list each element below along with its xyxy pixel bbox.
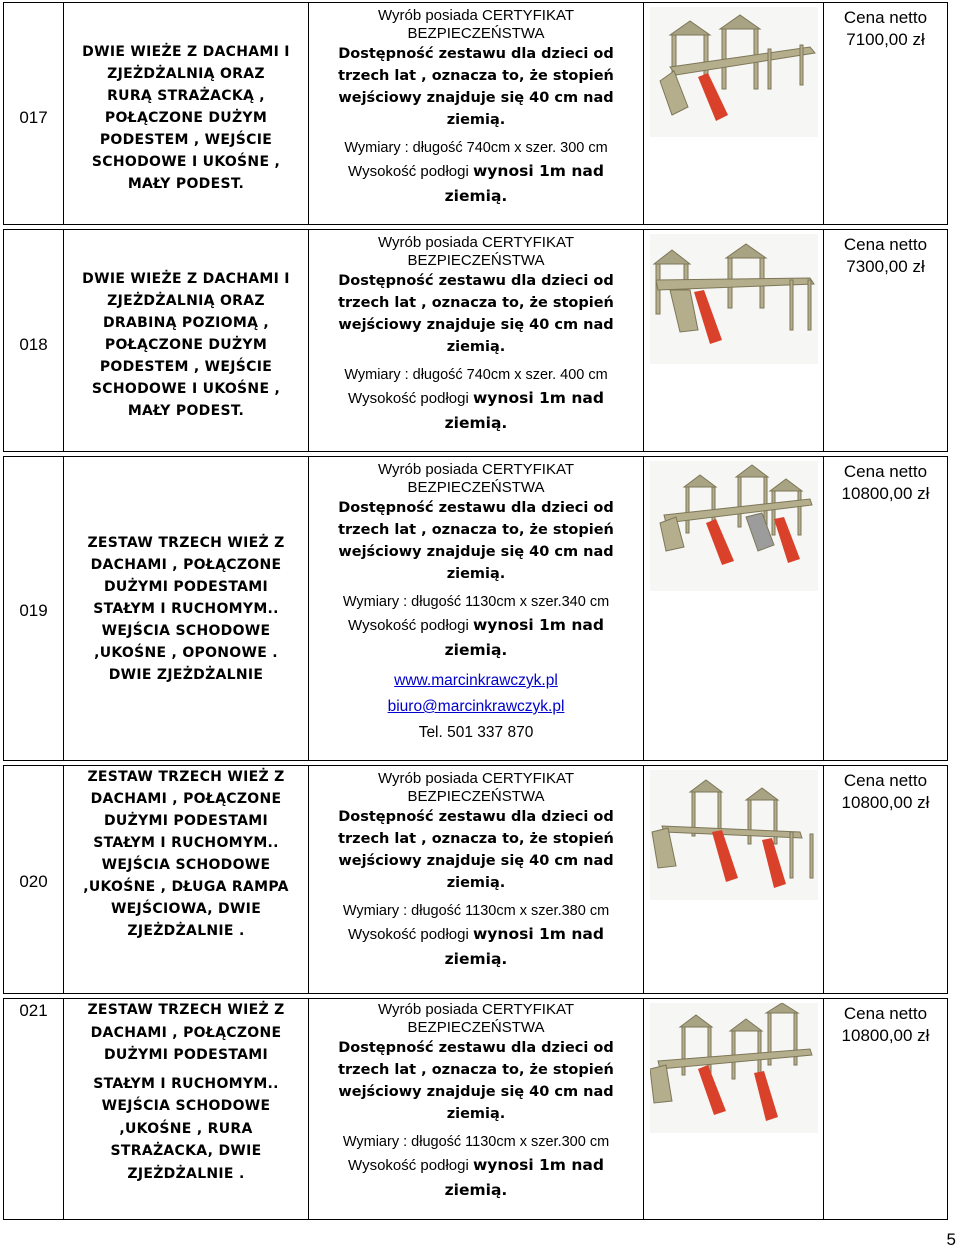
floor-height	[311, 922, 641, 947]
name-line: PODESTEM , WEJŚCIE	[99, 359, 273, 375]
name-line: ZESTAW TRZECH WIEŻ Z	[87, 769, 285, 785]
name-line: ZJEŻDŻALNIĄ ORAZ	[107, 293, 265, 309]
price-cell	[824, 999, 947, 1219]
playground-set-two-towers-icon	[650, 7, 818, 137]
access-text: trzech lat , oznacza to, że stopień	[338, 1062, 614, 1078]
floor-height	[311, 159, 641, 184]
price-value: 7300,00 zł	[846, 257, 925, 276]
name-line: ZJEŻDŻALNIĄ ORAZ	[107, 66, 265, 82]
name-line: MAŁY PODEST.	[127, 176, 245, 192]
product-name	[68, 532, 304, 686]
product-number: 020	[19, 872, 48, 891]
name-line: STRAŻACKA, DWIE	[110, 1143, 262, 1159]
name-cell	[64, 230, 309, 451]
access-text: wejściowy znajduje się 40 cm nad	[338, 544, 614, 560]
email-link[interactable]: biuro@marcinkrawczyk.pl	[387, 698, 565, 715]
name-cell	[64, 999, 309, 1219]
name-line: RURĄ STRAŻACKĄ ,	[107, 88, 265, 104]
product-row-018	[3, 229, 948, 452]
playground-set-three-towers-icon	[650, 461, 818, 591]
access-text: trzech lat , oznacza to, że stopień	[338, 295, 614, 311]
certificate-text: Wyrób posiada CERTYFIKAT	[377, 7, 575, 24]
access-text: ziemią.	[446, 566, 506, 582]
name-line: DRABINĄ POZIOMĄ ,	[102, 315, 270, 331]
name-line: DWIE WIEŻE Z DACHAMI I	[82, 44, 290, 60]
access-text: wejściowy znajduje się 40 cm nad	[338, 853, 614, 869]
website-link[interactable]: www.marcinkrawczyk.pl	[394, 672, 558, 689]
phone-number: Tel. 501 337 870	[418, 724, 534, 741]
floor-height	[311, 1153, 641, 1178]
price-cell	[824, 766, 947, 993]
floor-value-2: ziemią.	[444, 1181, 508, 1199]
page-number: 5	[946, 1230, 956, 1249]
image-cell	[644, 230, 824, 451]
name-cell	[64, 766, 309, 993]
name-line: DACHAMI , POŁĄCZONE	[90, 557, 282, 573]
name-cell	[64, 457, 309, 760]
access-text: trzech lat , oznacza to, że stopień	[338, 68, 614, 84]
price-value: 7100,00 zł	[846, 30, 925, 49]
name-line: ,UKOŚNE , DŁUGA RAMPA	[83, 879, 289, 895]
access-text: ziemią.	[446, 1106, 506, 1122]
product-row-021	[3, 998, 948, 1220]
price	[824, 770, 947, 814]
name-line: DWIE ZJEŻDŻALNIE	[108, 667, 264, 683]
access-text: wejściowy znajduje się 40 cm nad	[338, 1084, 614, 1100]
dimensions-text: Wymiary : długość 1130cm x szer.300 cm	[342, 1134, 610, 1150]
product-row-017	[3, 2, 948, 225]
access-text: ziemią.	[446, 875, 506, 891]
name-line: POŁĄCZONE DUŻYM	[104, 337, 268, 353]
certificate-text: BEZPIECZEŃSTWA	[407, 1019, 545, 1036]
dimensions-text: Wymiary : długość 740cm x szer. 300 cm	[344, 140, 608, 156]
playground-set-three-towers-pole-icon	[650, 1003, 818, 1133]
price	[824, 1003, 947, 1047]
product-number: 021	[19, 1001, 48, 1020]
floor-label: Wysokość podłogi	[348, 926, 469, 943]
name-line: SCHODOWE I UKOŚNE ,	[91, 154, 281, 170]
floor-value: wynosi 1m nad	[472, 616, 604, 634]
image-cell	[644, 3, 824, 224]
number-cell	[4, 999, 64, 1219]
access-text: ziemią.	[446, 112, 506, 128]
name-line: PODESTEM , WEJŚCIE	[99, 132, 273, 148]
access-text: Dostępność zestawu dla dzieci od	[338, 500, 614, 516]
price-value: 10800,00 zł	[841, 793, 930, 812]
name-line: ZJEŻDŻALNIE .	[127, 923, 245, 939]
certificate-text: BEZPIECZEŃSTWA	[407, 788, 545, 805]
product-number: 017	[19, 108, 48, 127]
name-line: WEJŚCIOWA, DWIE	[110, 901, 262, 917]
access-text: trzech lat , oznacza to, że stopień	[338, 831, 614, 847]
price	[824, 7, 947, 51]
image-cell	[644, 766, 824, 993]
name-line: ZESTAW TRZECH WIEŻ Z	[87, 1002, 285, 1018]
name-line: DUŻYMI PODESTAMI	[104, 579, 268, 595]
certificate-text: Wyrób posiada CERTYFIKAT	[377, 1001, 575, 1018]
price-cell	[824, 457, 947, 760]
floor-value: wynosi 1m nad	[472, 162, 604, 180]
playground-set-three-towers-ramp-icon	[650, 770, 818, 900]
floor-label: Wysokość podłogi	[348, 163, 469, 180]
number-cell	[4, 3, 64, 224]
product-number: 018	[19, 335, 48, 354]
access-text: wejściowy znajduje się 40 cm nad	[338, 90, 614, 106]
dimensions-text: Wymiary : długość 1130cm x szer.340 cm	[342, 594, 610, 610]
price-value: 10800,00 zł	[841, 1026, 930, 1045]
product-name	[68, 999, 304, 1185]
floor-height	[311, 613, 641, 638]
floor-label: Wysokość podłogi	[348, 617, 469, 634]
product-name	[68, 268, 304, 422]
floor-value: wynosi 1m nad	[472, 925, 604, 943]
floor-height	[311, 386, 641, 411]
product-name	[68, 766, 304, 942]
floor-value: wynosi 1m nad	[472, 1156, 604, 1174]
access-text: wejściowy znajduje się 40 cm nad	[338, 317, 614, 333]
description-cell	[309, 766, 644, 993]
certificate-text: Wyrób posiada CERTYFIKAT	[377, 234, 575, 251]
certificate-text: Wyrób posiada CERTYFIKAT	[377, 770, 575, 787]
certificate-text: BEZPIECZEŃSTWA	[407, 252, 545, 269]
product-number: 019	[19, 601, 48, 620]
floor-value-2: ziemią.	[444, 950, 508, 968]
name-line: STAŁYM I RUCHOMYM..	[93, 1075, 279, 1092]
number-cell	[4, 457, 64, 760]
name-line: ,UKOŚNE , OPONOWE .	[94, 645, 278, 661]
price	[824, 234, 947, 278]
name-line: DUŻYMI PODESTAMI	[104, 813, 268, 829]
name-line: ZESTAW TRZECH WIEŻ Z	[87, 535, 285, 551]
product-row-019	[3, 456, 948, 761]
image-cell	[644, 999, 824, 1219]
price-label: Cena netto	[843, 771, 928, 790]
image-cell	[644, 457, 824, 760]
access-text: Dostępność zestawu dla dzieci od	[338, 46, 614, 62]
access-text: Dostępność zestawu dla dzieci od	[338, 1040, 614, 1056]
name-line: POŁĄCZONE DUŻYM	[104, 110, 268, 126]
product-description	[311, 770, 641, 971]
product-description	[311, 234, 641, 435]
floor-label: Wysokość podłogi	[348, 1157, 469, 1174]
playground-set-two-towers-ladder-icon	[650, 234, 818, 364]
floor-label: Wysokość podłogi	[348, 390, 469, 407]
name-cell	[64, 3, 309, 224]
access-text: trzech lat , oznacza to, że stopień	[338, 522, 614, 538]
product-row-020	[3, 765, 948, 994]
access-text: Dostępność zestawu dla dzieci od	[338, 809, 614, 825]
name-line: ZJEŻDŻALNIE .	[127, 1165, 245, 1182]
dimensions-text: Wymiary : długość 740cm x szer. 400 cm	[344, 367, 608, 383]
access-text: ziemią.	[446, 339, 506, 355]
price-label: Cena netto	[843, 462, 928, 481]
price-label: Cena netto	[843, 8, 928, 27]
certificate-text: BEZPIECZEŃSTWA	[407, 25, 545, 42]
price-label: Cena netto	[843, 235, 928, 254]
name-line: DACHAMI , POŁĄCZONE	[90, 791, 282, 807]
price	[824, 461, 947, 505]
name-line: ,UKOŚNE , RURA	[119, 1120, 253, 1137]
name-line: STAŁYM I RUCHOMYM..	[93, 601, 279, 617]
name-line: SCHODOWE I UKOŚNE ,	[91, 381, 281, 397]
price-label: Cena netto	[843, 1004, 928, 1023]
name-line: WEJŚCIA SCHODOWE	[101, 1098, 271, 1114]
name-line: STAŁYM I RUCHOMYM..	[93, 835, 279, 851]
name-line: WEJŚCIA SCHODOWE	[101, 623, 271, 639]
product-description	[311, 461, 641, 746]
description-cell	[309, 230, 644, 451]
name-line: MAŁY PODEST.	[127, 403, 245, 419]
name-line: DACHAMI , POŁĄCZONE	[90, 1024, 282, 1041]
product-description	[311, 7, 641, 208]
name-line: DWIE WIEŻE Z DACHAMI I	[82, 271, 290, 287]
floor-value-2: ziemią.	[444, 641, 508, 659]
price-cell	[824, 230, 947, 451]
certificate-text: BEZPIECZEŃSTWA	[407, 479, 545, 496]
product-name	[68, 41, 304, 195]
price-value: 10800,00 zł	[841, 484, 930, 503]
floor-value: wynosi 1m nad	[472, 389, 604, 407]
floor-value-2: ziemią.	[444, 187, 508, 205]
description-cell	[309, 457, 644, 760]
description-cell	[309, 999, 644, 1219]
name-line: DUŻYMI PODESTAMI	[104, 1047, 268, 1063]
name-line: WEJŚCIA SCHODOWE	[101, 857, 271, 873]
dimensions-text: Wymiary : długość 1130cm x szer.380 cm	[342, 903, 610, 919]
certificate-text: Wyrób posiada CERTYFIKAT	[377, 461, 575, 478]
description-cell	[309, 3, 644, 224]
number-cell	[4, 766, 64, 993]
number-cell	[4, 230, 64, 451]
price-cell	[824, 3, 947, 224]
access-text: Dostępność zestawu dla dzieci od	[338, 273, 614, 289]
product-description	[311, 1001, 641, 1202]
floor-value-2: ziemią.	[444, 414, 508, 432]
